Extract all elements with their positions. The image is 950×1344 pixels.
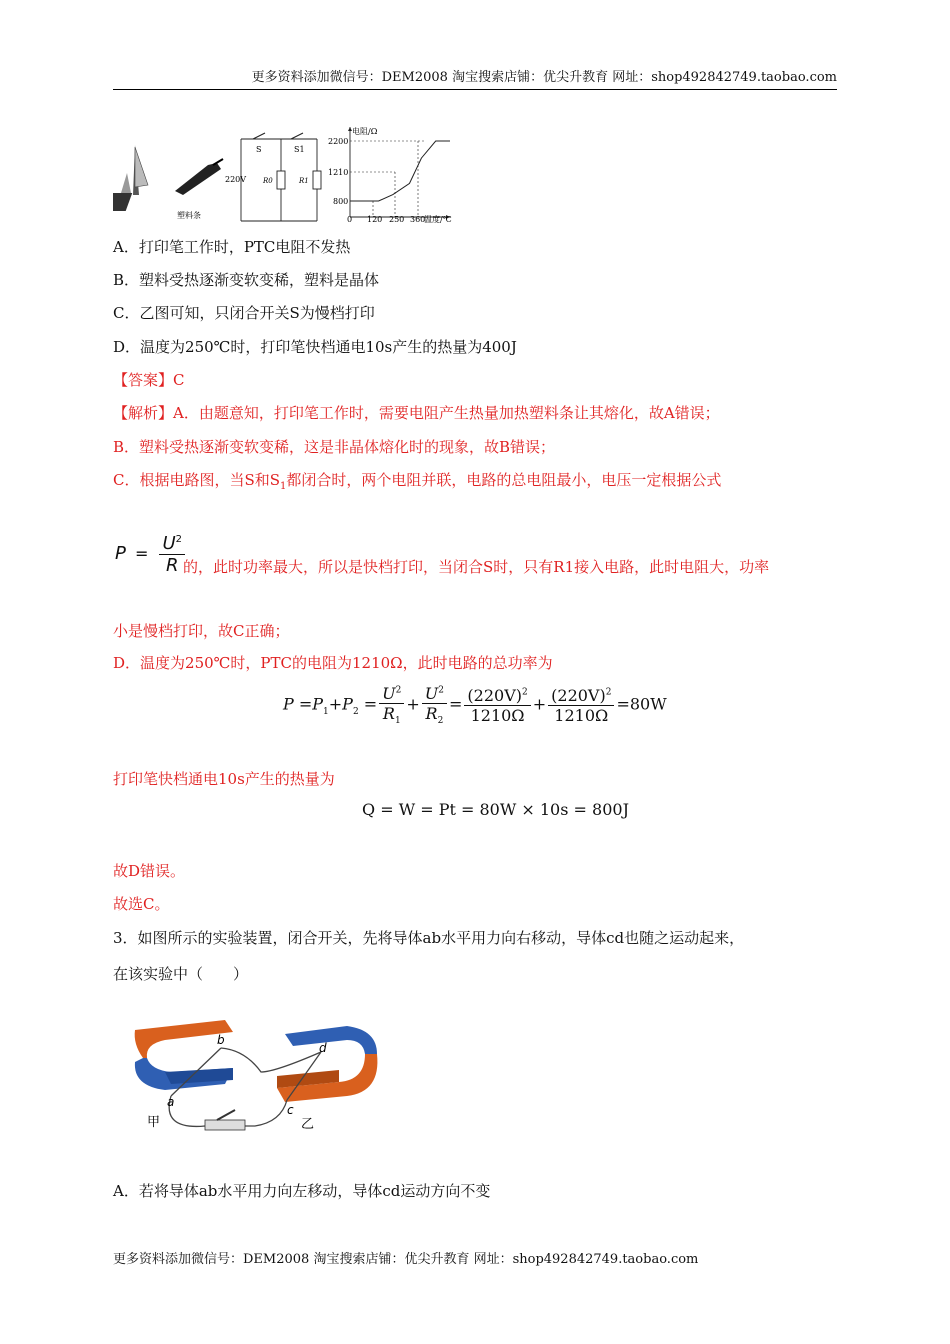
analysis-c1-sub: 1 [280,481,287,492]
analysis-c1-pre: C．根据电路图，当S和S [113,471,281,489]
power-num-2: (220V) [551,685,606,705]
answer-label: 【答案】 [113,371,174,389]
r0-label: R0 [263,177,273,185]
power-result: =80W [616,694,667,714]
switch-icon [205,1110,245,1130]
voltage-label: 220V [225,175,247,184]
analysis-label: 【解析】 [113,404,174,422]
power-den-1: 1210Ω [470,705,525,725]
magnet-jia [135,1020,233,1090]
analysis-d1: D．温度为250℃时，PTC的电阻为1210Ω，此时电路的总功率为 [113,654,553,672]
analysis-d3: 故D错误。 [113,862,186,880]
analysis-c1 [113,469,721,492]
ytick-800: 800 [333,197,349,206]
ytick-1210: 1210 [328,168,349,177]
printer-pen-photo [113,145,223,220]
page-footer: 更多资料添加微信号：DEM2008 淘宝搜索店铺：优尖升教育 网址：shop492842749.taobao.com [113,1252,699,1267]
power-num-1: (220V) [467,685,522,705]
point-d: d [319,1041,327,1055]
point-c: c [287,1103,294,1117]
xtick-360: 360 [410,215,426,224]
analysis-c3: 小是慢档打印，故C正确； [113,622,290,640]
figure-magnets [125,1010,387,1140]
power-den-2: 1210Ω [554,705,609,725]
option-d: D．温度为250℃时，打印笔快档通电10s产生的热量为400J [113,338,517,356]
analysis-a-text: A．由题意知，打印笔工作时，需要电阻产生热量加热塑料条让其熔化，故A错误； [173,404,720,422]
graph-xlabel: 温度/℃ [424,215,452,224]
material-label: 塑料条 [177,211,201,220]
answer-line [113,369,185,390]
analysis-c1-post: 都闭合时，两个电阻并联，电路的总电阻最小，电压一定根据公式 [286,471,722,489]
graph-ylabel: 电阻/Ω [352,127,378,136]
power-equation: $P =P_1+P_2$ = $\frac{U^2}{R_1}$ + $\frac{U^2}{R_2}$ = $\frac{(220V)^2}{1210\Omega}$ + $\frac{(220V)^2}{1210\Omega}$ =80W [283,684,667,727]
analysis-b: B．塑料受热逐渐变软变稀，这是非晶体熔化时的现象，故B错误； [113,438,556,456]
xtick-120: 120 [367,215,383,224]
analysis-c2: 的，此时功率最大，所以是快档打印，当闭合S时，只有R1接入电路，此时电阻大，功率 [183,558,770,576]
page-header: 更多资料添加微信号：DEM2008 淘宝搜索店铺：优尖升教育 网址：shop492842749.taobao.com [113,66,837,90]
option-c: C．乙图可知，只闭合开关S为慢档打印 [113,304,375,322]
switch-s1-label: S1 [294,145,305,154]
point-b: b [217,1033,225,1047]
label-yi: 乙 [301,1117,315,1132]
formula-p-u2-r: P = $\frac{U^2}{R}$ [115,533,187,576]
question3-stem-2: 在该实验中（ ） [113,965,249,983]
answer-value: C [173,371,185,389]
analysis-final: 故选C。 [113,895,170,913]
circuit-diagram [241,133,321,221]
ytick-2200: 2200 [328,137,349,146]
question3-option-a: A．若将导体ab水平用力向左移动，导体cd运动方向不变 [113,1182,491,1200]
ptc-curve [350,141,450,201]
ptc-graph [328,126,452,224]
option-a: A．打印笔工作时，PTC电阻不发热 [113,238,351,256]
xtick-0: 0 [347,215,353,224]
label-jia: 甲 [147,1115,161,1130]
analysis-a [113,402,720,423]
r1-label: R1 [299,177,309,185]
option-b: B．塑料受热逐渐变软变稀，塑料是晶体 [113,271,380,289]
analysis-d2: 打印笔快档通电10s产生的热量为 [113,770,335,788]
point-a: a [167,1095,175,1109]
figure-ptc [113,125,478,225]
heat-equation: Q = W = Pt = 80W × 10s = 800J [362,800,629,819]
xtick-250: 250 [389,215,405,224]
question3-stem-1: 3．如图所示的实验装置，闭合开关，先将导体ab水平用力向右移动，导体cd也随之运动起来， [113,929,745,947]
switch-s-label: S [256,145,262,154]
